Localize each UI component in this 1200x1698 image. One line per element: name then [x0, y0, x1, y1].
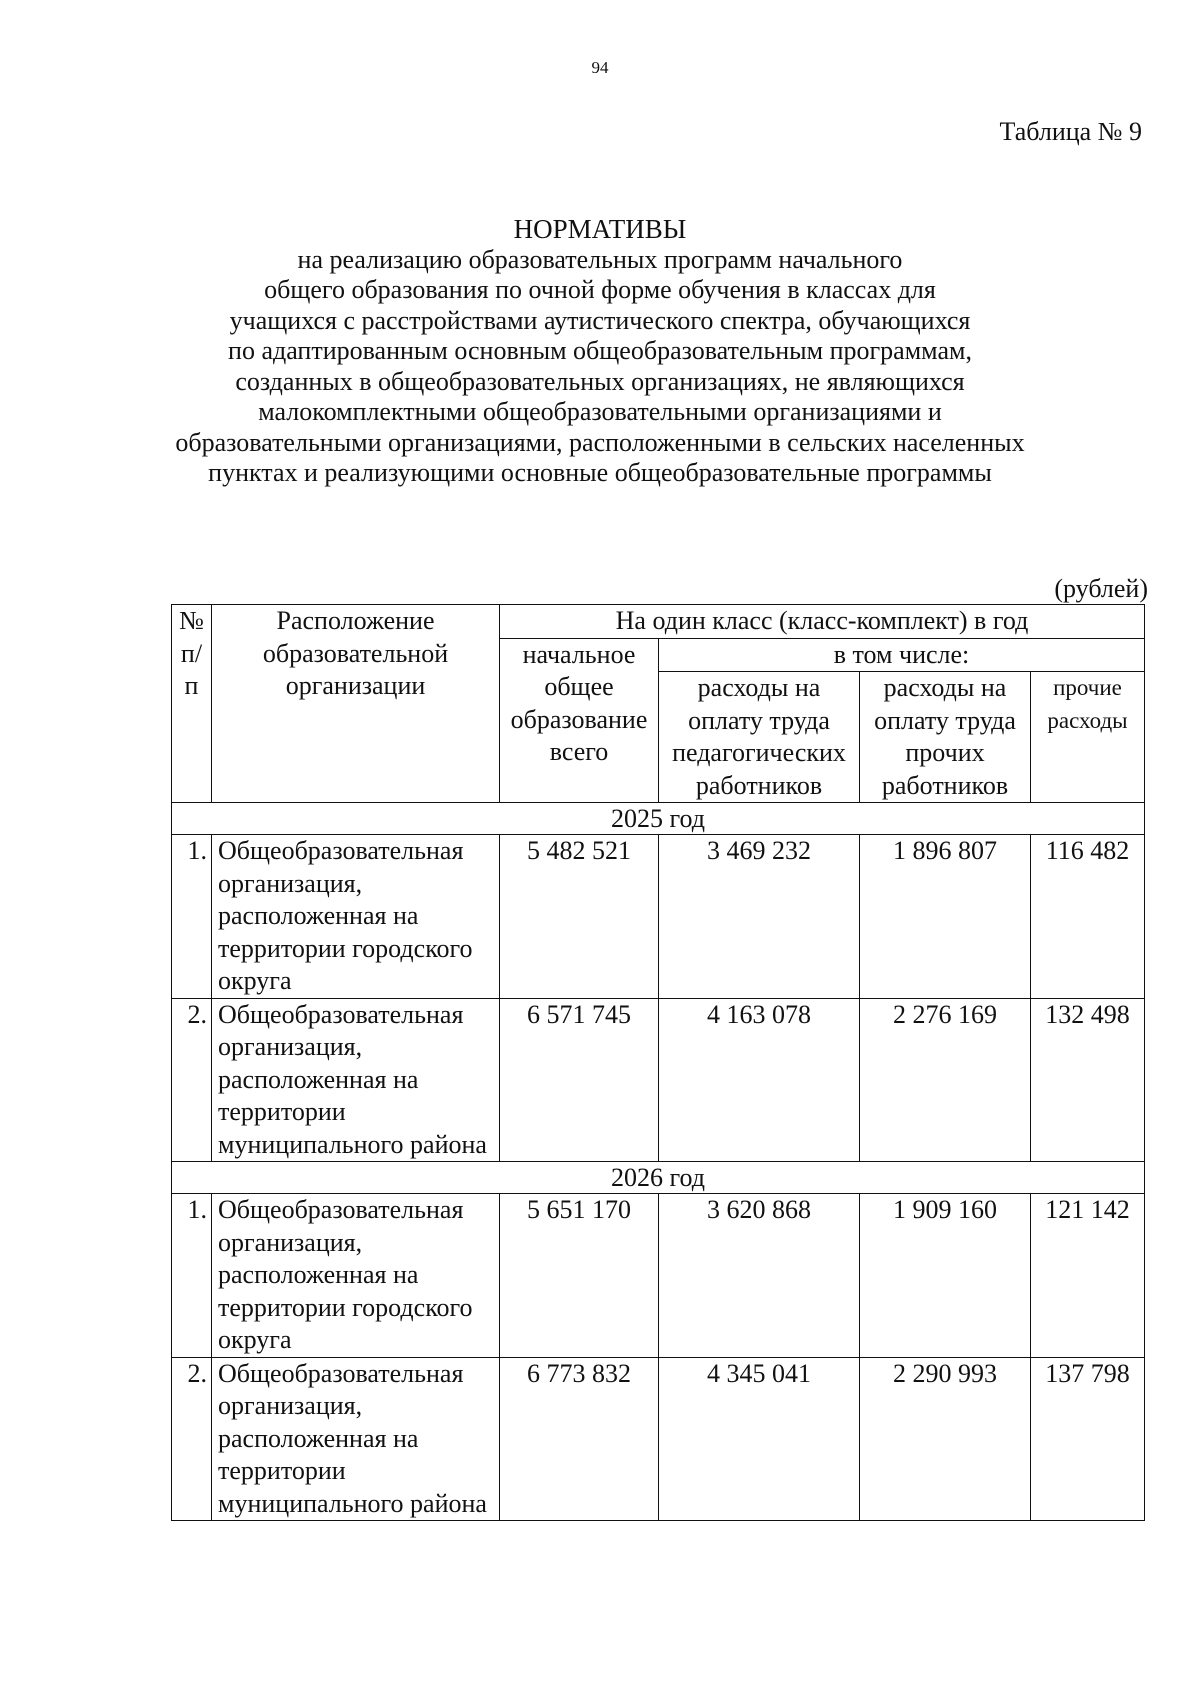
row-location: Общеобразовательная организация, расположенная на территории городского округа	[212, 835, 500, 999]
row-num: 2.	[172, 998, 212, 1162]
row-other-staff: 1 909 160	[860, 1194, 1031, 1358]
row-location: Общеобразовательная организация, расположенная на территории городского округа	[212, 1194, 500, 1358]
table-row	[172, 998, 1145, 1162]
table-row	[172, 1357, 1145, 1521]
row-teachers: 4 345 041	[659, 1357, 860, 1521]
row-total: 5 651 170	[500, 1194, 659, 1358]
header-location: Расположение образовательной организации	[212, 605, 500, 803]
document-title: НОРМАТИВЫ	[513, 214, 687, 244]
row-other-staff: 2 290 993	[860, 1357, 1031, 1521]
header-other-expenses: прочие расходы	[1031, 672, 1145, 803]
header-row	[172, 605, 1145, 639]
table-row	[172, 1194, 1145, 1358]
table-row	[172, 835, 1145, 999]
subtitle-line: по адаптированным основным общеобразовательным программам,	[228, 336, 972, 365]
subtitle-line: образовательными организациями, расположенными в сельских населенных	[175, 427, 1025, 457]
year-row	[172, 1162, 1145, 1194]
row-total: 5 482 521	[500, 835, 659, 999]
row-total: 6 773 832	[500, 1357, 659, 1521]
subtitle-line: на реализацию образовательных программ начального	[297, 244, 903, 274]
year-label: 2025 год	[172, 803, 1145, 835]
subtitle-line: общего образования по очной форме обучения в классах для	[264, 275, 936, 304]
row-num: 2.	[172, 1357, 212, 1521]
header-teachers: расходы на оплату труда педагогических работников	[659, 672, 860, 803]
row-total: 6 571 745	[500, 998, 659, 1162]
row-other-expenses: 137 798	[1031, 1357, 1145, 1521]
header-other-staff: расходы на оплату труда прочих работников	[860, 672, 1031, 803]
header-total: начальное общее образование всего	[500, 638, 659, 803]
row-other-staff: 1 896 807	[860, 835, 1031, 999]
row-other-expenses: 116 482	[1031, 835, 1145, 999]
row-teachers: 4 163 078	[659, 998, 860, 1162]
row-teachers: 3 620 868	[659, 1194, 860, 1358]
row-other-expenses: 132 498	[1031, 998, 1145, 1162]
row-num: 1.	[172, 1194, 212, 1358]
row-num: 1.	[172, 835, 212, 999]
subtitle-line: пунктах и реализующими основные общеобразовательные программы	[208, 458, 992, 487]
subtitle-line: созданных в общеобразовательных организациях, не являющихся	[235, 366, 965, 396]
row-other-staff: 2 276 169	[860, 998, 1031, 1162]
row-other-expenses: 121 142	[1031, 1194, 1145, 1358]
header-per-class: На один класс (класс-комплект) в год	[500, 605, 1145, 639]
row-location: Общеобразовательная организация, расположенная на территории муниципального района	[212, 998, 500, 1162]
units-label: (рублей)	[1054, 574, 1148, 603]
title-block	[150, 214, 1050, 489]
header-num: № п/ п	[172, 605, 212, 803]
norms-table	[171, 604, 1145, 1521]
row-location: Общеобразовательная организация, расположенная на территории муниципального района	[212, 1357, 500, 1521]
subtitle-line: малокомплектными общеобразовательными организациями и	[258, 397, 942, 426]
table-label: Таблица № 9	[999, 117, 1142, 146]
page-number: 94	[591, 58, 609, 77]
year-label: 2026 год	[172, 1162, 1145, 1194]
header-including: в том числе:	[659, 638, 1145, 672]
year-row	[172, 803, 1145, 835]
row-teachers: 3 469 232	[659, 835, 860, 999]
subtitle-line: учащихся с расстройствами аутистического спектра, обучающихся	[229, 305, 971, 335]
